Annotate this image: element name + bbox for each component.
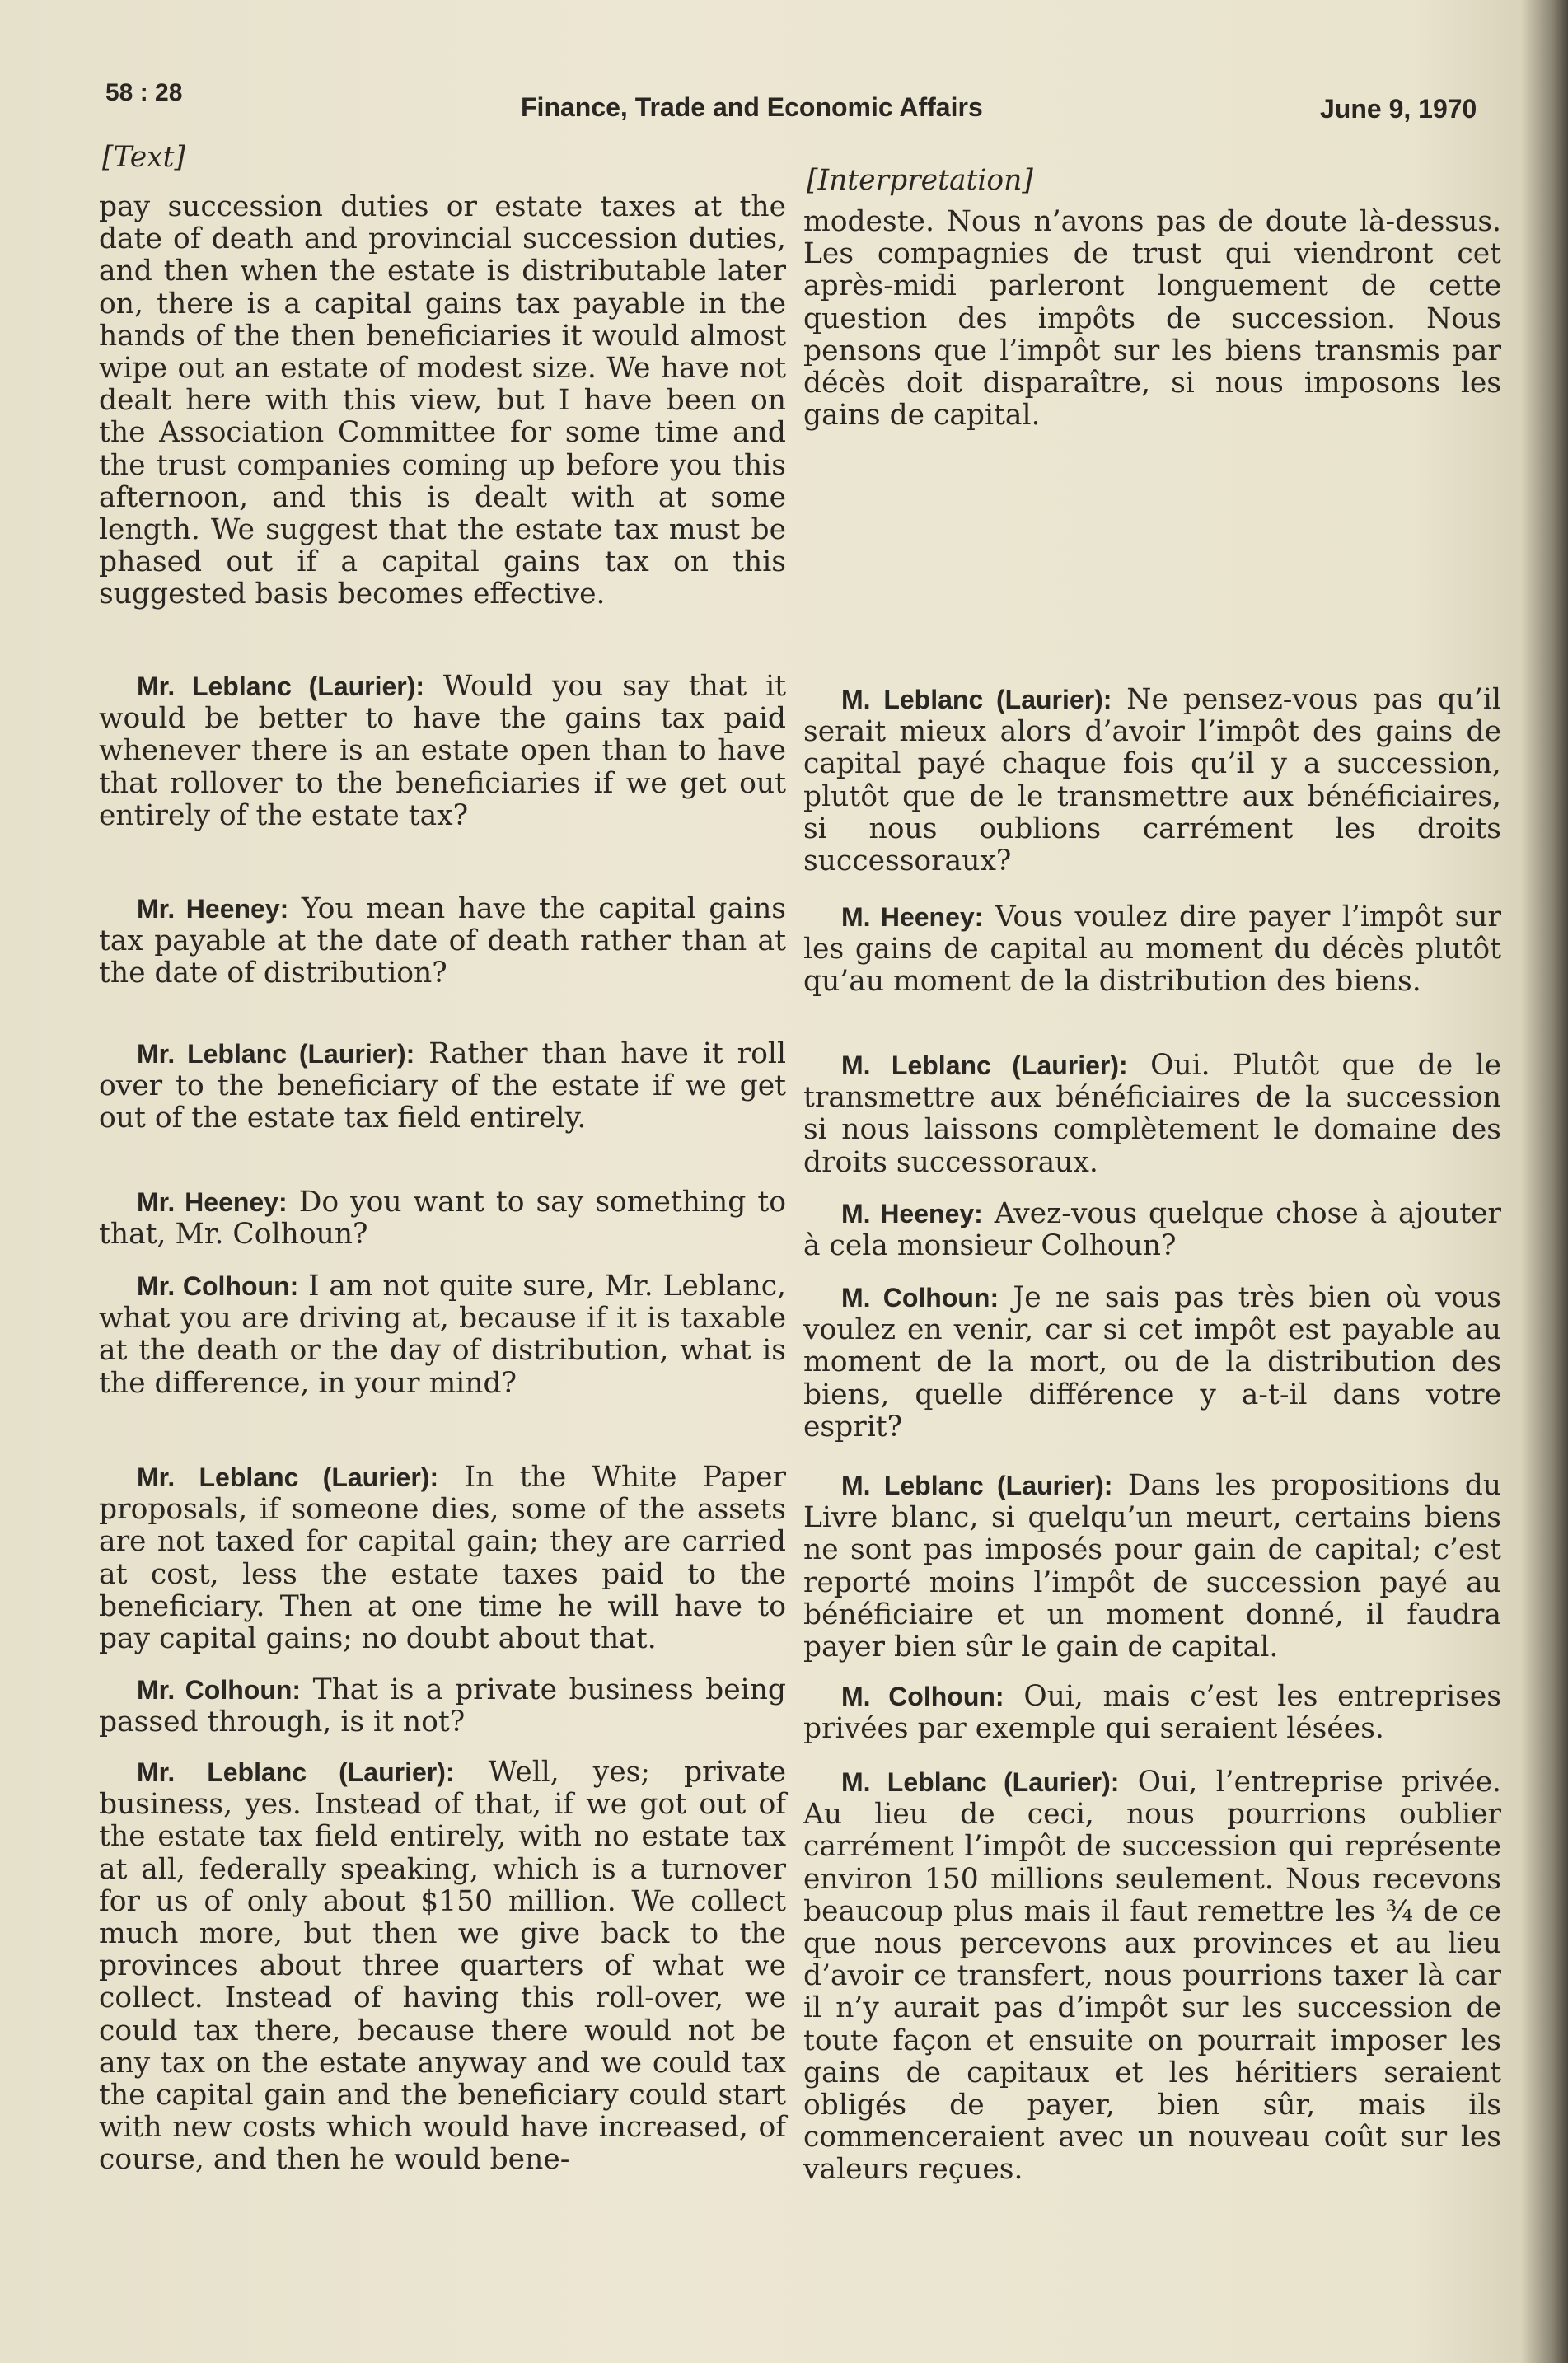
speaker-name: Mr. Leblanc (Laurier): (137, 1462, 439, 1492)
paragraph (803, 1470, 1501, 1663)
paragraph (99, 1038, 786, 1135)
speaker-name: M. Leblanc (Laurier): (841, 1050, 1128, 1080)
speaker-name: Mr. Heeney: (137, 1187, 288, 1217)
paragraph (803, 1766, 1501, 2187)
paragraph (99, 1674, 786, 1738)
paragraph (99, 191, 786, 611)
paragraph (99, 671, 786, 832)
speaker-name: M. Colhoun: (841, 1283, 999, 1313)
paragraph-text: That is a private business being passed through, is it not? (99, 1673, 786, 1739)
paragraph (99, 1757, 786, 2177)
paragraph-text: Avez-vous quelque chose à ajouter à cela monsieur Colhoun? (803, 1197, 1502, 1263)
paragraph (803, 1198, 1501, 1262)
paragraph (99, 1186, 786, 1251)
page-title: Finance, Trade and Economic Affairs (521, 92, 983, 122)
paragraph (803, 1050, 1501, 1179)
speaker-name: M. Heeney: (841, 1199, 983, 1228)
speaker-name: Mr. Colhoun: (137, 1271, 299, 1301)
paragraph (99, 1462, 786, 1655)
paragraph (803, 206, 1501, 432)
paragraph-text: I am not quite sure, Mr. Leblanc, what you are driving at, because if it is taxable at the death or the day of distribution, what is the difference, in your mind? (99, 1270, 787, 1400)
page-date: June 9, 1970 (1320, 94, 1477, 124)
speaker-name: M. Leblanc (Laurier): (841, 1471, 1113, 1500)
paragraph-text: Ne pensez-vous pas qu’il serait mieux alors d’avoir l’impôt des gains de capital payé chaque fois qu’il y a succession, plutôt que de le transmettre aux bénéficiaires, si nous oublions carrément les droits successoraux? (803, 683, 1501, 878)
speaker-name: M. Heeney: (841, 902, 984, 932)
paragraph-text: Vous voulez dire payer l’impôt sur les gains de capital au moment du décès plutôt qu’au moment de la distribution des biens. (803, 901, 1501, 999)
paragraph (803, 1282, 1501, 1444)
paragraph (99, 1270, 786, 1400)
paragraph-text: Oui, mais c’est les entreprises privées par exemple qui seraient lésées. (803, 1680, 1502, 1746)
paragraph-text: You mean have the capital gains tax payable at the date of death rather than at the date of distribution? (99, 892, 786, 990)
speaker-name: M. Leblanc (Laurier): (841, 685, 1112, 714)
english-column (99, 142, 786, 2218)
paragraph-text: In the White Paper proposals, if someone dies, some of the assets are not taxed for capital gain; they are carried at cost, less the estate taxes paid to the beneficiary. Then at one time he will have to pay capital gains; no doubt about that. (99, 1461, 787, 1656)
paragraph-text: modeste. Nous n’avons pas de doute là-dessus. Les compagnies de trust qui viendront cet après-midi parleront longuement de cette question des impôts de succession. Nous pensons que l’impôt sur les biens transmis par décès doit disparaître, si nous imposons les gains de capital. (803, 205, 1501, 433)
paragraph-text: Well, yes; private business, yes. Instead of that, if we got out of the estate tax field entirely, with no estate tax at all, federally speaking, which is a turnover for us of only about $150 million. We collect much more, but then we give back to the provinces about three quarters of what we collect. Instead of having this roll-over, we could tax there, because there would not be any tax on the estate anyway and we could tax the capital gain and the beneficiary could start with new costs which would have increased, of course, and then he would bene- (99, 1756, 787, 2177)
speaker-name: M. Colhoun: (841, 1682, 1004, 1711)
speaker-name: Mr. Leblanc (Laurier): (137, 1757, 455, 1787)
paragraph-text: pay succession duties or estate taxes at the date of death and provincial succession duties, and then when the estate is distributable later on, there is a capital gains tax payable in the hands of the then beneficiaries it would almost wipe out an estate of modest size. We have not dealt here with this view, but I have been on the Association Committee for some time and the trust companies coming up before you this afternoon, and this is dealt with at some length. We suggest that the estate tax must be phased out if a capital gains tax on this suggested basis becomes effective. (99, 190, 786, 611)
speaker-name: Mr. Leblanc (Laurier): (137, 671, 425, 701)
paragraph-text: Je ne sais pas très bien où vous voulez en venir, car si cet impôt est payable au moment de la mort, ou de la distribution des biens, quelle différence y a-t-il dans votre esprit? (803, 1281, 1502, 1444)
paragraph-text: Would you say that it would be better to have the gains tax paid whenever there is an estate open than to have that rollover to the beneficiaries if we get out entirely of the estate tax? (99, 670, 787, 832)
page-number: 58 : 28 (105, 79, 183, 106)
interpretation-label: [Interpretation] (807, 164, 1033, 197)
speaker-name: M. Leblanc (Laurier): (841, 1767, 1120, 1797)
paragraph-text: Oui, l’entreprise privée. Au lieu de ceci, nous pourrions oublier carrément l’impôt de succession qui représente environ 150 millions seulement. Nous recevons beaucoup plus mais il faut remettre les ¾ de ce que nous percevons aux provinces et au lieu d’avoir ce transfert, nous pourrions taxer là car il n’y aurait pas d’impôt sur les succession de toute façon et ensuite on pourrait imposer les gains de capitaux et les héritiers seraient obligés de payer, bien sûr, mais ils commenceraient avec un nouveau coût sur les valeurs reçues. (803, 1766, 1502, 2187)
paragraph (803, 901, 1501, 999)
speaker-name: Mr. Leblanc (Laurier): (137, 1039, 415, 1069)
paragraph-text: Oui. Plutôt que de le transmettre aux bénéficiaires de la succession si nous laissons complètement le domaine des droits successoraux. (803, 1049, 1502, 1179)
text-label: [Text] (102, 141, 185, 174)
paragraph-text: Do you want to say something to that, Mr. Colhoun? (99, 1186, 787, 1252)
paragraph (803, 1681, 1501, 1745)
paragraph-text: Rather than have it roll over to the beneficiary of the estate if we get out of the estate tax field entirely. (99, 1037, 787, 1135)
french-column (803, 165, 1501, 2225)
paragraph (99, 893, 786, 990)
speaker-name: Mr. Heeney: (137, 894, 289, 924)
speaker-name: Mr. Colhoun: (137, 1675, 302, 1705)
page-header (0, 79, 1568, 129)
paragraph-text: Dans les propositions du Livre blanc, si quelqu’un meurt, certains biens ne sont pas imposés pour gain de capital; c’est reporté moins l’impôt de succession payé au bénéficiaire et un moment donné, il faudra payer bien sûr le gain de capital. (803, 1469, 1502, 1664)
paragraph (803, 684, 1501, 877)
